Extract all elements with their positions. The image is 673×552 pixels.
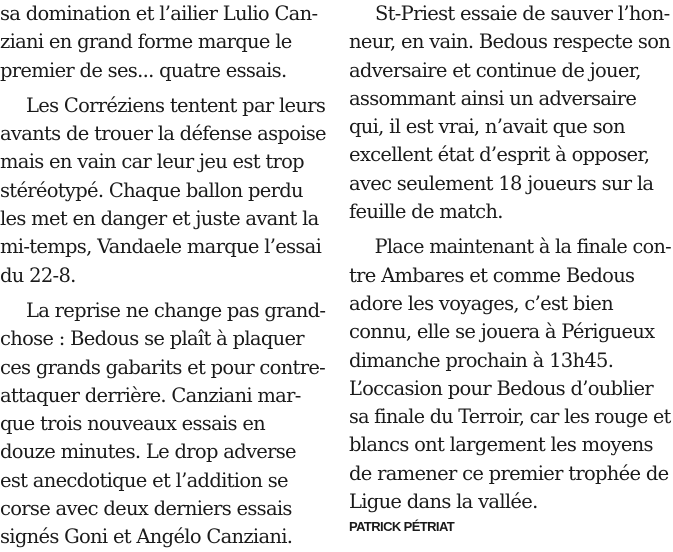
text-line: premier de ses... quatre essais. [0,58,287,82]
text-line: Ligue dans la vallée. [349,490,538,514]
text-line: douze minutes. Le drop adverse [0,440,296,464]
article-column-left [0,0,330,552]
text-line: que trois nouveaux essais en [0,412,266,436]
paragraph [0,0,330,85]
text-line: de ramener ce premier trophée de [349,461,669,485]
text-line: mais en vain car leur jeu est trop [0,150,304,174]
text-line: Les Corréziens tentent par leurs [26,93,326,117]
text-line: tre Ambares et comme Bedous [349,263,635,287]
paragraph [349,233,671,516]
text-line: dimanche prochain à 13h45. [349,348,614,372]
text-line: avec seulement 18 joueurs sur la [349,171,654,195]
paragraph [0,92,330,290]
text-line: adore les voyages, c’est bien [349,291,613,315]
text-line: ziani en grand forme marque le [0,30,292,54]
article-column-right [349,0,671,534]
text-line: avants de trouer la défense aspoise [0,122,326,146]
text-line: mi-temps, Vandaele marque l’essai [0,235,322,259]
text-line: La reprise ne change pas grand- [26,298,326,322]
text-line: les met en danger et juste avant la [0,207,319,231]
text-line: sa domination et l’ailier Lulio Can- [0,2,318,25]
text-line: qui, il est vrai, n’avait que son [349,115,625,139]
text-line: sa finale du Terroir, car les rouge et [349,405,671,429]
text-line: signés Goni et Angélo Canziani. [0,525,293,549]
paragraph [349,0,671,226]
text-line: connu, elle se jouera à Périgueux [349,320,655,344]
text-line: assommant ainsi un adversaire [349,86,637,110]
text-line: chose : Bedous se plaît à plaquer [0,327,304,351]
text-line: du 22-8. [0,263,76,287]
text-line: blancs ont largement les moyens [349,433,653,457]
text-line: neur, en vain. Bedous respecte son [349,30,671,54]
text-line: corse avec deux derniers essais [0,497,292,521]
text-line: St-Priest essaie de sauver l’hon- [375,2,670,25]
text-line: est anecdotique et l’addition se [0,468,288,492]
text-line: feuille de match. [349,200,503,224]
author-byline: PATRICK PÉTRIAT [349,519,455,535]
text-line: L’occasion pour Bedous d’oublier [349,376,653,400]
paragraph [0,297,330,552]
text-line: stéréotypé. Chaque ballon perdu [0,178,303,202]
text-line: ces grands gabarits et pour contre- [0,355,326,379]
text-line: excellent état d’esprit à opposer, [349,143,650,167]
text-line: adversaire et continue de jouer, [349,58,641,82]
text-line: Place maintenant à la finale con- [374,235,671,259]
text-line: attaquer derrière. Canziani mar- [0,383,301,407]
